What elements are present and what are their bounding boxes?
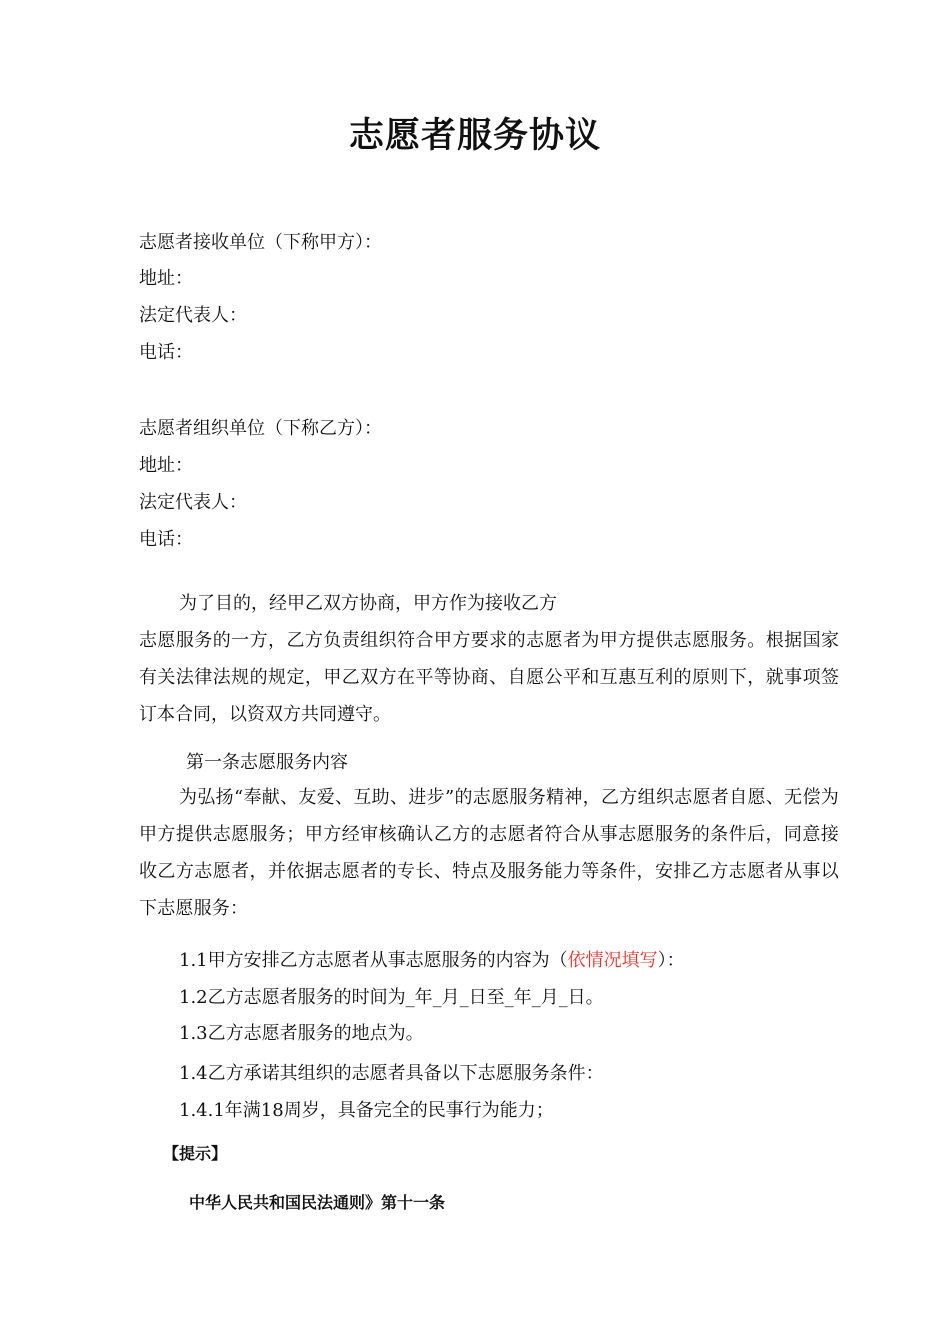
tip-text: 中华人民共和国民法通则》第十一条	[189, 1193, 446, 1212]
clause-1-2: 1.2乙方志愿者服务的时间为_年_月_日至_年_月_日。	[179, 987, 604, 1008]
party-a-name-label: 志愿者接收单位（下称甲方）：	[139, 232, 382, 253]
intro-first-line: 为了目的，经甲乙双方协商，甲方作为接收乙方	[179, 593, 557, 614]
clause-1-4-1: 1.4.1年满18周岁，具备完全的民事行为能力；	[179, 1100, 554, 1121]
intro-paragraph: 志愿服务的一方，乙方负责组织符合甲方要求的志愿者为甲方提供志愿服务。根据国家有关法律法规的规定，甲乙双方在平等协商、自愿公平和互惠互利的原则下，就事项签订本合同，以资双方共同遵守。	[139, 630, 839, 725]
clause-1-1-prefix: 1.1甲方安排乙方志愿者从事志愿服务的内容为（	[179, 950, 568, 971]
party-a-rep-label: 法定代表人：	[139, 305, 247, 326]
article1-title: 第一条志愿服务内容	[186, 752, 348, 773]
clause-1-1	[179, 949, 685, 973]
document-title: 志愿者服务协议	[348, 116, 601, 156]
clause-1-4: 1.4乙方承诺其组织的志愿者具备以下志愿服务条件：	[179, 1063, 604, 1084]
clause-1-1-highlight: 依情况填写	[567, 950, 658, 971]
party-a-address-label: 地址：	[139, 268, 193, 289]
clause-1-3: 1.3乙方志愿者服务的地点为。	[179, 1023, 424, 1044]
clause-1-1-suffix: ）：	[657, 950, 685, 971]
article1-body: 为弘扬“奉献、友爱、互助、进步”的志愿服务精神，乙方组织志愿者自愿、无偿为甲方提供志愿服务；甲方经审核确认乙方的志愿者符合从事志愿服务的条件后，同意接收乙方志愿者，并依据志愿者的专长、特点及服务能力等条件，安排乙方志愿者从事以下志愿服务：	[139, 787, 839, 919]
tip-label: 【提示】	[163, 1144, 228, 1163]
party-a-phone-label: 电话：	[139, 342, 193, 363]
party-b-name-label: 志愿者组织单位（下称乙方）：	[139, 418, 382, 439]
party-b-phone-label: 电话：	[139, 529, 193, 550]
party-b-rep-label: 法定代表人：	[139, 492, 247, 513]
party-b-address-label: 地址：	[139, 455, 193, 476]
